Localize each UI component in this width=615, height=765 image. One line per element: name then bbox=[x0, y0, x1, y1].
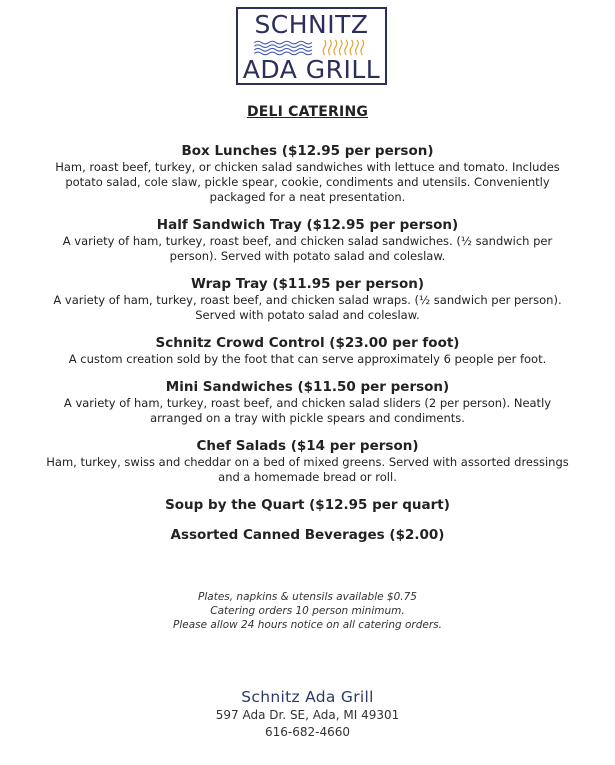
item-title: Assorted Canned Beverages ($2.00) bbox=[170, 527, 445, 543]
item-description: Ham, turkey, swiss and cheddar on a bed of mixed greens. Served with assorted dressings and a homemade bread or roll. bbox=[46, 455, 569, 484]
item-title: Box Lunches ($12.95 per person) bbox=[181, 143, 434, 159]
restaurant-name: Schnitz Ada Grill bbox=[241, 688, 374, 706]
menu-item bbox=[40, 276, 575, 323]
contact-footer bbox=[0, 687, 615, 741]
logo-line2: ADA GRILL bbox=[242, 55, 381, 84]
menu-item bbox=[40, 379, 575, 426]
catering-items bbox=[40, 143, 575, 557]
phone-number: 616-682-4660 bbox=[264, 725, 350, 739]
note-line: Catering orders 10 person minimum. bbox=[210, 605, 405, 617]
address: 597 Ada Dr. SE, Ada, MI 49301 bbox=[215, 708, 400, 722]
catering-notes bbox=[0, 590, 615, 632]
item-title: Soup by the Quart ($12.95 per quart) bbox=[165, 497, 450, 513]
page-title: DELI CATERING bbox=[246, 104, 369, 120]
note-line: Please allow 24 hours notice on all catering orders. bbox=[173, 619, 442, 631]
item-description: A variety of ham, turkey, roast beef, and chicken salad sliders (2 per person). Neatly arranged on a tray with pickle spears and condiments. bbox=[63, 396, 552, 425]
note-line: Plates, napkins & utensils available $0.75 bbox=[198, 591, 417, 603]
item-title: Mini Sandwiches ($11.50 per person) bbox=[165, 379, 450, 395]
menu-item bbox=[40, 335, 575, 367]
item-description: Ham, roast beef, turkey, or chicken salad sandwiches with lettuce and tomato. Includes potato salad, cole slaw, pickle spear, cookie, condiments and utensils. Conveniently packaged for a neat presentation. bbox=[55, 160, 560, 204]
menu-item bbox=[40, 217, 575, 264]
item-title: Half Sandwich Tray ($12.95 per person) bbox=[156, 217, 459, 233]
item-description: A custom creation sold by the foot that can serve approximately 6 people per foot. bbox=[68, 352, 547, 366]
menu-item bbox=[40, 438, 575, 485]
item-description: A variety of ham, turkey, roast beef, and chicken salad wraps. (½ sandwich per person). Served with potato salad and coleslaw. bbox=[53, 293, 562, 322]
item-description: A variety of ham, turkey, roast beef, and chicken salad sandwiches. (½ sandwich per person). Served with potato salad and coleslaw. bbox=[62, 234, 553, 263]
menu-item bbox=[40, 497, 575, 514]
item-title: Chef Salads ($14 per person) bbox=[196, 438, 419, 454]
item-title: Schnitz Crowd Control ($23.00 per foot) bbox=[155, 335, 460, 351]
item-title: Wrap Tray ($11.95 per person) bbox=[190, 276, 425, 292]
logo bbox=[236, 7, 387, 85]
menu-item bbox=[40, 527, 575, 544]
logo-line1: SCHNITZ bbox=[254, 10, 369, 39]
menu-item bbox=[40, 143, 575, 205]
